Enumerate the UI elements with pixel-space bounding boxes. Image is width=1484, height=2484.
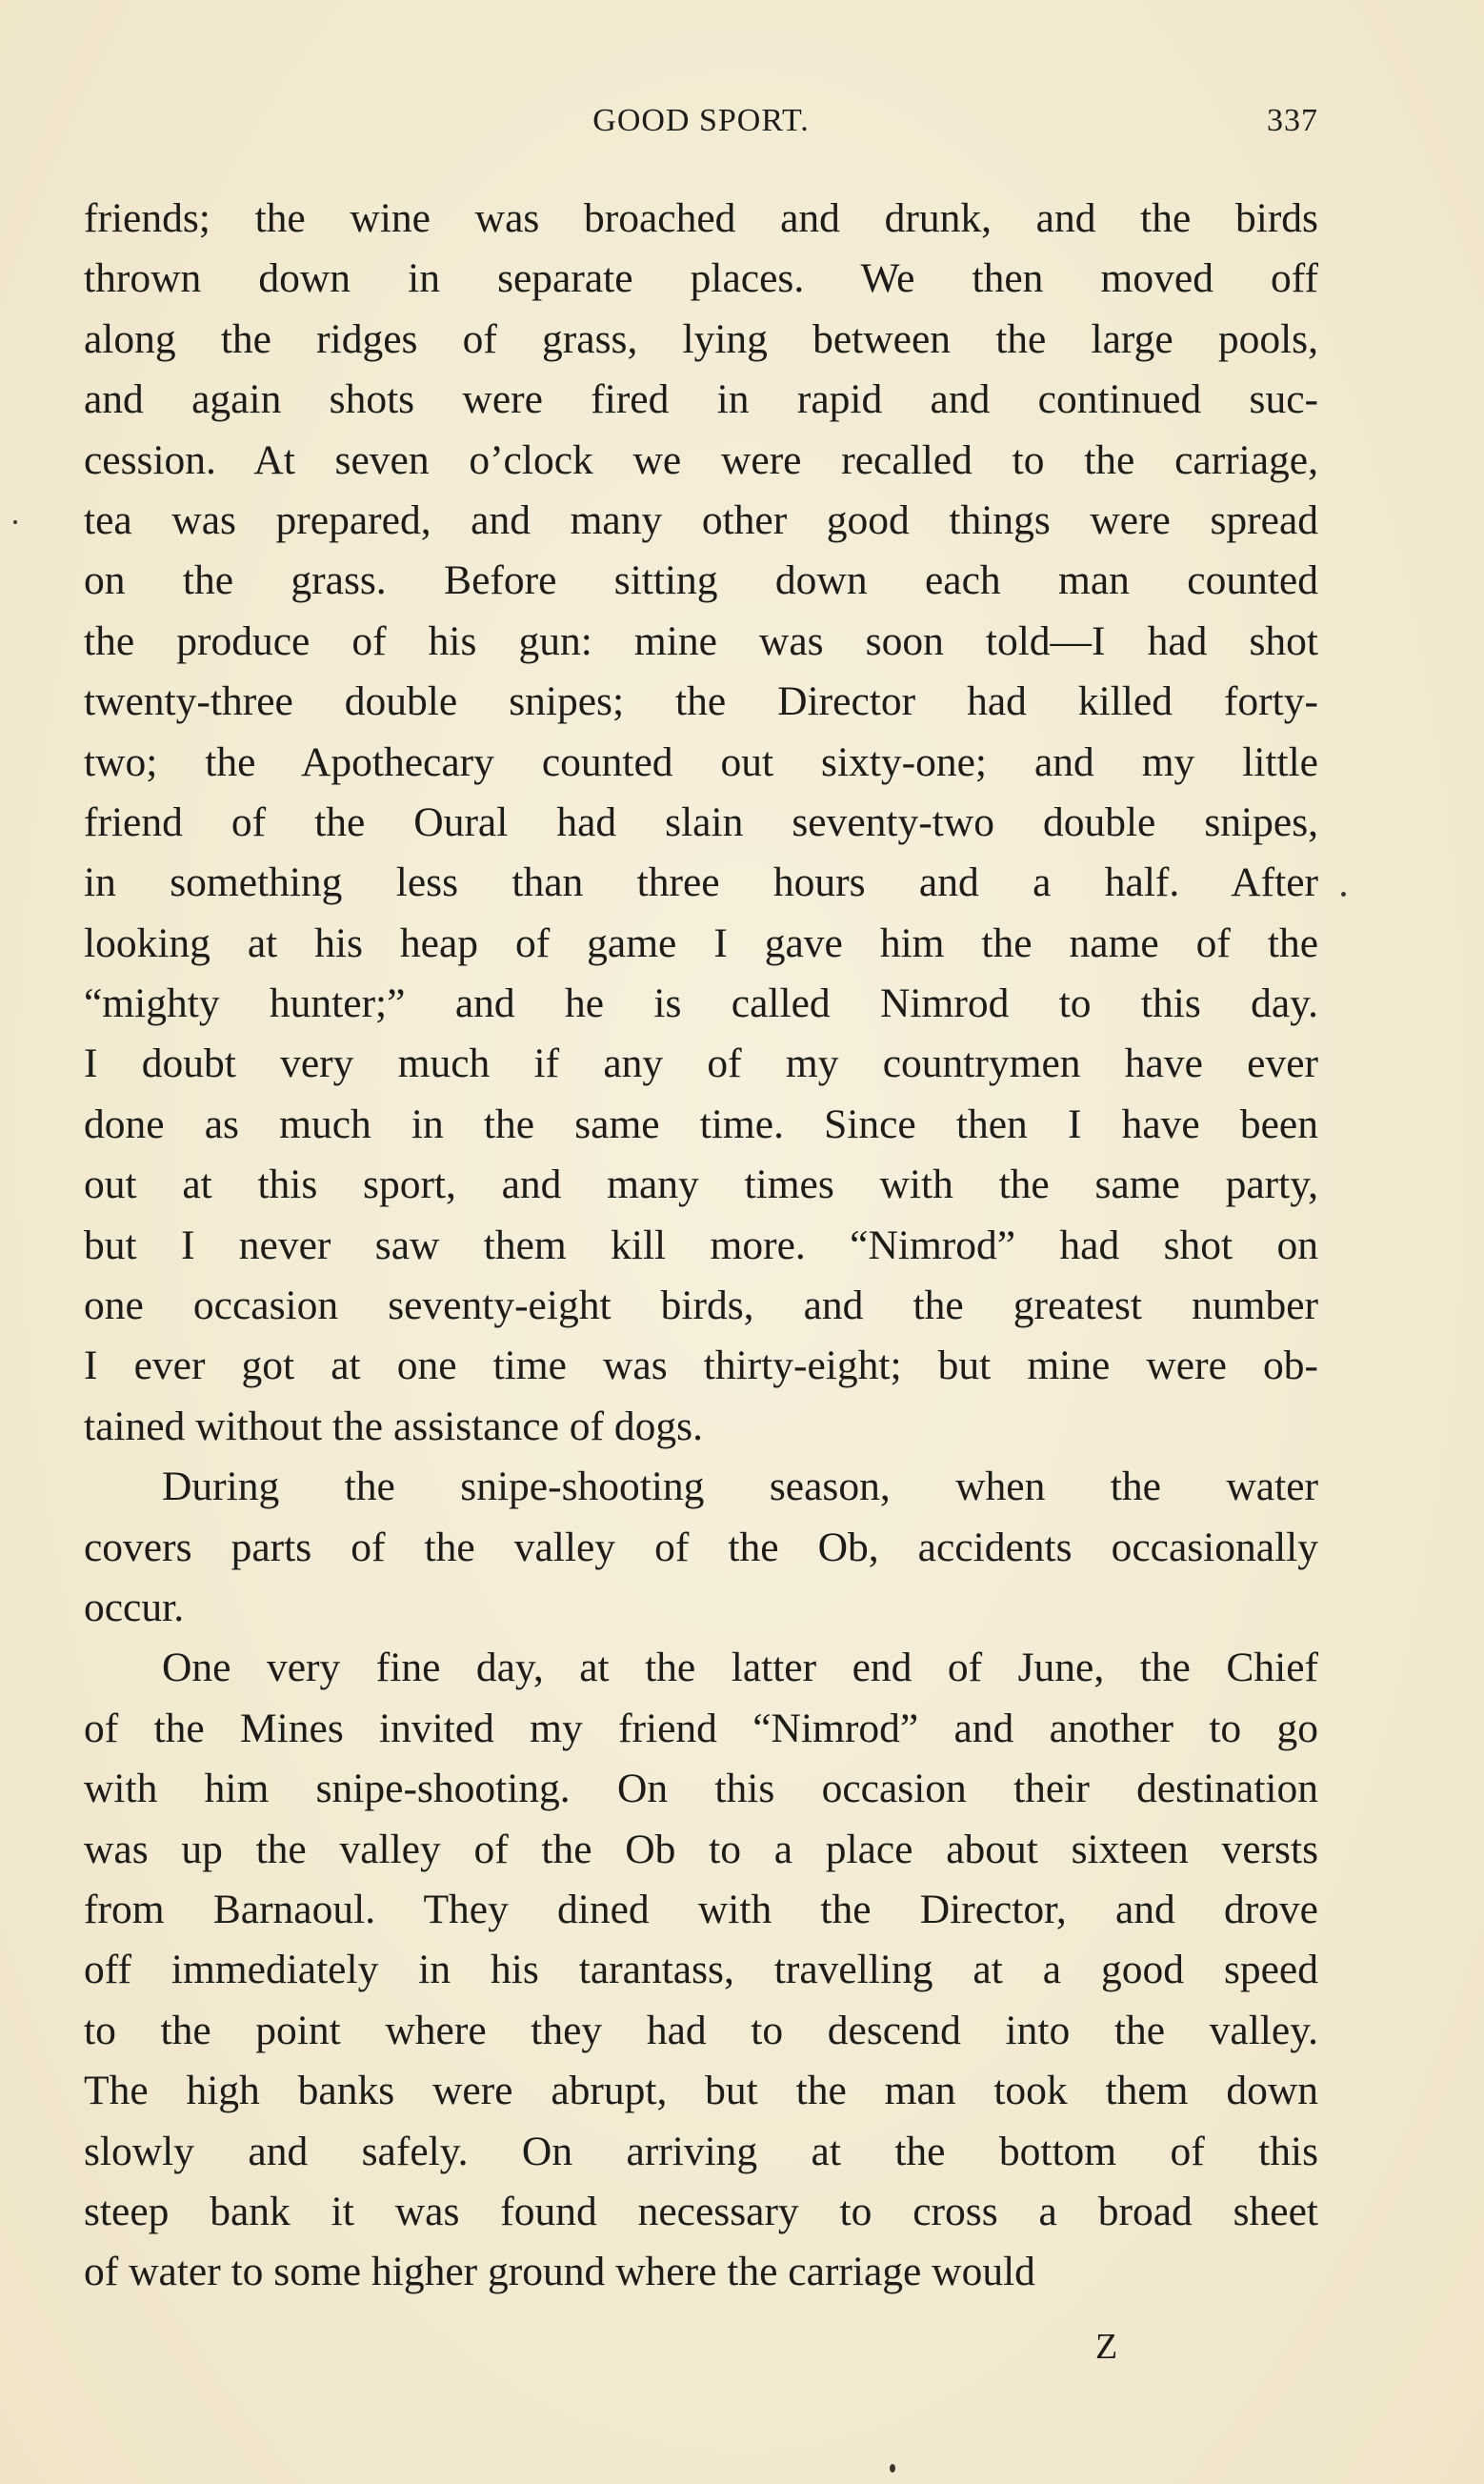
page-number: 337 xyxy=(1267,103,1318,138)
text-line: along the ridges of grass, lying between the large pools, xyxy=(84,315,1318,362)
text-line: covers parts of the valley of the Ob, accidents occasionally xyxy=(84,1524,1318,1570)
text-line: from Barnaoul. They dined with the Director, and drove xyxy=(84,1886,1318,1932)
paragraph xyxy=(84,189,1318,1457)
text-line: tea was prepared, and many other good things were spread xyxy=(84,496,1318,543)
text-line: the produce of his gun: mine was soon told—I had shot xyxy=(84,617,1318,664)
print-speck xyxy=(890,2464,895,2473)
text-line: to the point where they had to descend into the valley. xyxy=(84,2007,1318,2053)
text-line: of the Mines invited my friend “Nimrod” and another to go xyxy=(84,1705,1318,1751)
text-line: with him snipe-shooting. On this occasion their destination xyxy=(84,1766,1318,1812)
text-line: two; the Apothecary counted out sixty-one; and my little xyxy=(84,738,1318,785)
text-line: slowly and safely. On arriving at the bottom of this xyxy=(84,2128,1318,2174)
signature-mark: Z xyxy=(1095,2327,1118,2367)
text-line: off immediately in his tarantass, travelling at a good speed xyxy=(84,1947,1318,1993)
text-line: friend of the Oural had slain seventy-two double snipes, xyxy=(84,798,1318,845)
text-line: on the grass. Before sitting down each man counted xyxy=(84,557,1318,604)
text-line: done as much in the same time. Since then I have been xyxy=(84,1101,1318,1147)
text-line: out at this sport, and many times with the same party, xyxy=(84,1161,1318,1208)
text-line: I ever got at one time was thirty-eight; but mine were ob- xyxy=(84,1343,1318,1389)
text-line: I doubt very much if any of my countrymen have ever xyxy=(84,1040,1318,1087)
paragraph xyxy=(84,1457,1318,1638)
running-head xyxy=(84,103,1318,141)
chapter-title: GOOD SPORT. xyxy=(592,103,810,138)
text-line: steep bank it was found necessary to cross a broad sheet xyxy=(84,2188,1318,2234)
text-line: of water to some higher ground where the carriage would xyxy=(84,2249,1035,2295)
text-line: and again shots were fired in rapid and continued suc- xyxy=(84,376,1318,423)
text-line: looking at his heap of game I gave him the name of the xyxy=(84,919,1318,966)
text-line: tained without the assistance of dogs. xyxy=(84,1403,703,1449)
paragraph xyxy=(84,1638,1318,2302)
print-speck xyxy=(13,520,17,524)
text-line: thrown down in separate places. We then moved off xyxy=(84,255,1318,302)
text-line: occur. xyxy=(84,1584,185,1630)
text-line: one occasion seventy-eight birds, and the greatest number xyxy=(84,1282,1318,1329)
text-line: friends; the wine was broached and drunk, and the birds xyxy=(84,195,1318,241)
text-line: During the snipe-shooting season, when the water xyxy=(162,1464,1318,1510)
text-line: but I never saw them kill more. “Nimrod” had shot on xyxy=(84,1222,1318,1268)
text-line: was up the valley of the Ob to a place about sixteen versts xyxy=(84,1826,1318,1872)
text-line: “mighty hunter;” and he is called Nimrod to this day. xyxy=(84,980,1318,1027)
text-line: twenty-three double snipes; the Director had killed forty- xyxy=(84,678,1318,725)
text-line: cession. At seven o’clock we were recalled to the carriage, xyxy=(84,436,1318,483)
text-line: The high banks were abrupt, but the man took them down xyxy=(84,2068,1318,2114)
print-speck xyxy=(1341,892,1346,897)
body-text xyxy=(84,189,1318,2303)
text-line: One very fine day, at the latter end of June, the Chief xyxy=(162,1645,1318,1691)
text-line: in something less than three hours and a half. After xyxy=(84,859,1318,906)
